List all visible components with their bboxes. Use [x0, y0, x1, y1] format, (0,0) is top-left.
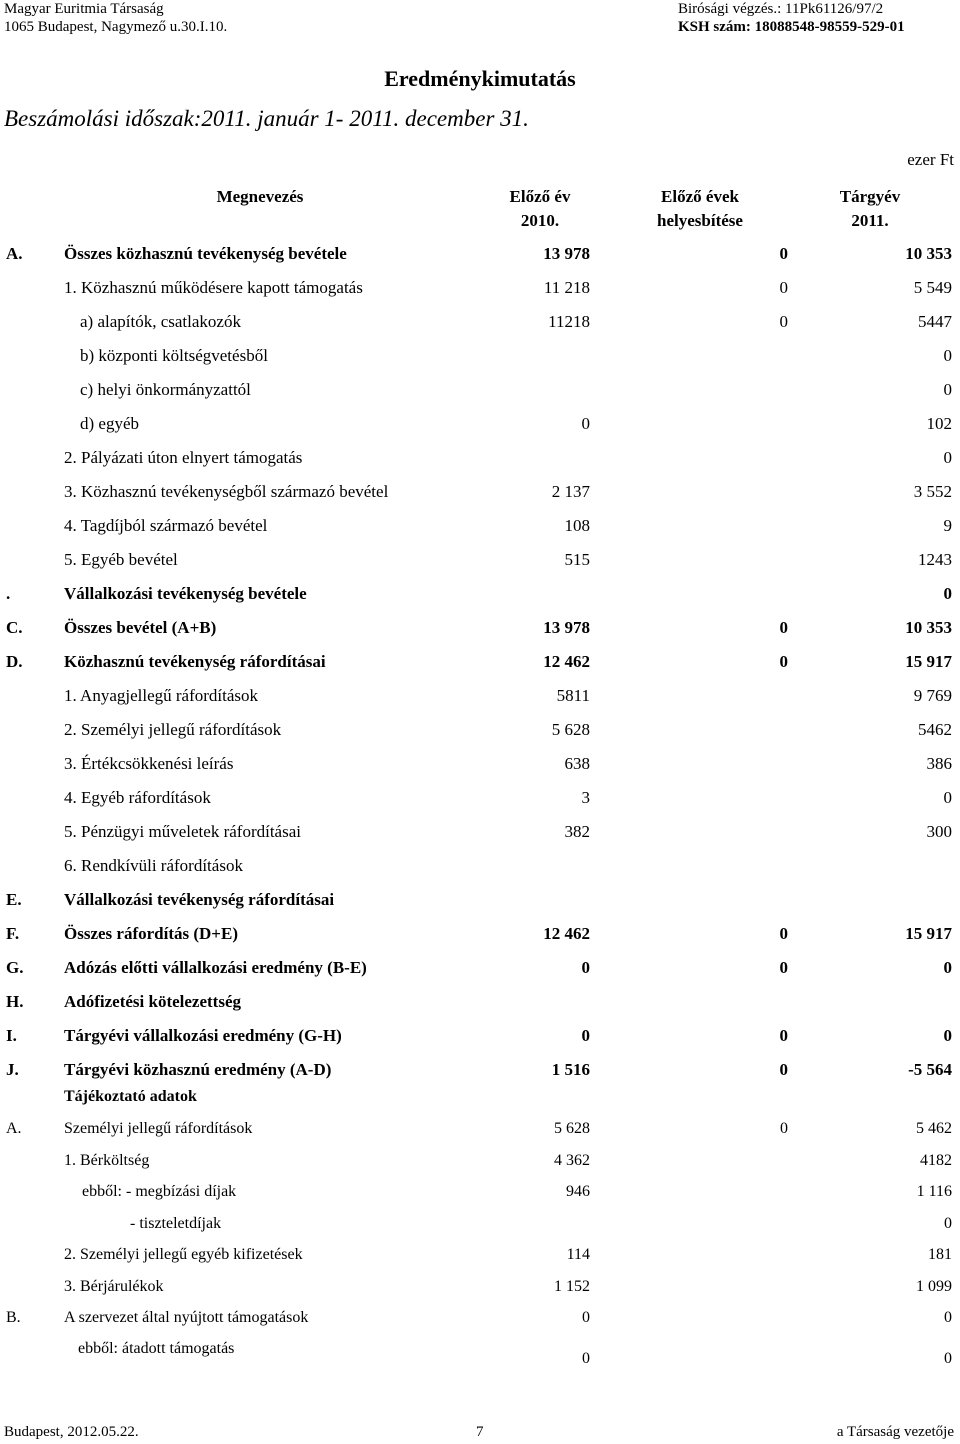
row-current-year: 1243 [918, 550, 952, 569]
row-correction: 0 [779, 1060, 788, 1079]
row-prev-year: 2 137 [551, 482, 590, 501]
col-name-text: Megnevezés [216, 187, 304, 206]
row-label: 2. Személyi jellegű ráfordítások [64, 720, 282, 739]
row-prev-year: 382 [564, 822, 590, 841]
row-current-year: 15 917 [905, 924, 952, 943]
row-letter: A. [6, 244, 23, 263]
table-row [0, 686, 960, 714]
row-label: Tárgyévi közhasznú eredmény (A-D) [64, 1060, 332, 1079]
report-period: Beszámolási időszak:2011. január 1- 2011. december 31. [4, 106, 529, 131]
row-prev-year: 13 978 [543, 244, 590, 263]
row-prev-year: 0 [582, 1309, 590, 1326]
row-prev-year: 13 978 [543, 618, 590, 637]
row-prev-year: 515 [564, 550, 590, 569]
row-prev-year: 12 462 [543, 924, 590, 943]
row-label: 2. Személyi jellegű egyéb kifizetések [64, 1246, 303, 1263]
row-current-year: 3 552 [913, 482, 952, 501]
row-label: Vállalkozási tevékenység ráfordításai [64, 890, 335, 909]
row-letter: I. [6, 1026, 17, 1045]
row-label: A szervezet által nyújtott támogatások [64, 1309, 309, 1326]
row-label: 1. Bérköltség [64, 1151, 150, 1169]
row-label: 3. Közhasznú tevékenységből származó bevétel [64, 482, 389, 501]
row-letter: E. [6, 890, 22, 909]
row-correction: 0 [780, 1120, 788, 1137]
table-row [0, 1026, 960, 1054]
table-row [0, 992, 960, 1020]
row-label: Vállalkozási tevékenység bevétele [64, 584, 307, 603]
row-current-year: 0 [943, 448, 952, 467]
footer-page-number: 7 [476, 1424, 484, 1440]
row-current-year: 1 116 [916, 1183, 952, 1200]
row-current-year: 5447 [918, 312, 952, 331]
table-row [0, 1152, 960, 1180]
court-ruling: Birósági végzés.: 11Pk61126/97/2 [678, 1, 884, 17]
row-label: Összes bevétel (A+B) [64, 618, 217, 637]
row-prev-year: 11218 [548, 312, 590, 331]
row-label: Összes ráfordítás (D+E) [64, 924, 238, 943]
table-row [0, 924, 960, 952]
row-prev-year: 1 516 [551, 1060, 590, 1079]
table-row [0, 890, 960, 918]
col-correction-line2: helyesbítése [657, 211, 743, 230]
table-row [0, 550, 960, 578]
col-current-year [810, 185, 930, 233]
col-name [190, 185, 330, 209]
row-label: 1. Anyagjellegű ráfordítások [64, 686, 259, 705]
row-current-year: 102 [926, 414, 952, 433]
table-row [0, 720, 960, 748]
row-prev-year: 0 [581, 414, 590, 433]
table-row [0, 482, 960, 510]
table-row [0, 652, 960, 680]
row-current-year: 5 462 [916, 1120, 952, 1137]
table-row [0, 584, 960, 612]
row-prev-year: 0 [581, 1026, 590, 1045]
row-letter: B. [6, 1309, 21, 1326]
table-row [0, 1340, 960, 1368]
row-current-year: 0 [943, 346, 952, 365]
row-label: 3. Értékcsökkenési leírás [64, 754, 234, 773]
row-label: 6. Rendkívüli ráfordítások [64, 856, 243, 875]
info-title-row [0, 1088, 960, 1116]
row-current-year: 5462 [918, 720, 952, 739]
row-label: 4. Tagdíjból származó bevétel [64, 516, 268, 535]
row-prev-year: 11 218 [543, 278, 590, 297]
row-current-year: 300 [926, 822, 952, 841]
row-current-year: 15 917 [905, 652, 952, 671]
row-label: 2. Pályázati úton elnyert támogatás [64, 448, 303, 467]
row-prev-year: 638 [564, 754, 590, 773]
row-prev-year: 946 [566, 1183, 590, 1200]
footer-signature: a Társaság vezetője [836, 1424, 954, 1440]
row-prev-year: 5 628 [551, 720, 590, 739]
row-letter: . [6, 584, 11, 603]
row-correction: 0 [779, 924, 788, 943]
info-title: Tájékoztató adatok [64, 1088, 197, 1105]
table-row [0, 380, 960, 408]
table-row [0, 1183, 960, 1211]
row-prev-year: 12 462 [543, 652, 590, 671]
table-row [0, 278, 960, 306]
row-label: ebből: - megbízási díjak [82, 1183, 237, 1200]
row-current-year: 0 [944, 1309, 952, 1326]
row-current-year: 0 [943, 380, 952, 399]
table-row [0, 1120, 960, 1148]
table-row [0, 788, 960, 816]
table-row [0, 1060, 960, 1088]
table-row [0, 958, 960, 986]
row-current-year: 10 353 [905, 618, 952, 637]
table-row [0, 822, 960, 850]
row-current-year: 10 353 [905, 244, 952, 263]
table-row [0, 346, 960, 374]
row-label: Személyi jellegű ráfordítások [64, 1120, 253, 1137]
row-letter: G. [6, 958, 24, 977]
table-row [0, 1215, 960, 1243]
row-correction: 0 [779, 618, 788, 637]
row-label: d) egyéb [80, 414, 140, 433]
row-label: 5. Egyéb bevétel [64, 550, 178, 569]
row-label: 3. Bérjárulékok [64, 1277, 164, 1295]
row-label: Adózás előtti vállalkozási eredmény (B-E) [64, 958, 367, 977]
row-current-year: -5 564 [908, 1060, 952, 1079]
row-correction: 0 [779, 244, 788, 263]
table-row [0, 1309, 960, 1337]
row-prev-year: 108 [564, 516, 590, 535]
row-current-year: 181 [928, 1246, 952, 1263]
row-current-year: 4182 [920, 1151, 952, 1169]
col-prev-year-line2: 2010. [520, 211, 560, 230]
table-row [0, 618, 960, 646]
row-correction: 0 [779, 312, 788, 331]
row-current-year: 0 [944, 1350, 952, 1367]
row-label: 4. Egyéb ráfordítások [64, 788, 211, 807]
row-label: c) helyi önkormányzattól [80, 380, 251, 399]
table-row [0, 516, 960, 544]
row-prev-year: 0 [582, 1350, 590, 1367]
row-label: Összes közhasznú tevékenység bevétele [64, 244, 347, 263]
table-row [0, 754, 960, 782]
row-current-year: 0 [943, 584, 952, 603]
row-current-year: 386 [926, 754, 952, 773]
row-current-year: 5 549 [913, 278, 952, 297]
row-prev-year: 114 [566, 1246, 590, 1263]
col-current-year-line2: 2011. [851, 211, 889, 230]
row-label: Adófizetési kötelezettség [64, 992, 242, 1011]
col-correction-line1: Előző évek [661, 187, 739, 206]
table-row [0, 1246, 960, 1274]
row-correction: 0 [779, 958, 788, 977]
table-row [0, 312, 960, 340]
row-current-year: 1 099 [916, 1277, 952, 1295]
row-current-year: 0 [943, 958, 952, 977]
row-letter: D. [6, 652, 23, 671]
col-correction [625, 185, 775, 233]
row-letter: F. [6, 924, 20, 943]
row-label: 1. Közhasznú működésere kapott támogatás [64, 278, 363, 297]
row-prev-year: 5 628 [554, 1120, 590, 1137]
footer-place-date: Budapest, 2012.05.22. [4, 1424, 139, 1440]
row-correction: 0 [779, 278, 788, 297]
row-current-year: 0 [943, 1026, 952, 1045]
row-label: - tiszteletdíjak [130, 1214, 222, 1232]
row-current-year: 0 [943, 788, 952, 807]
row-current-year: 0 [944, 1214, 952, 1232]
row-label: Közhasznú tevékenység ráfordításai [64, 652, 326, 671]
col-prev-year-line1: Előző év [509, 187, 571, 206]
table-row [0, 448, 960, 476]
row-prev-year: 0 [581, 958, 590, 977]
table-row [0, 856, 960, 884]
ksh-number: KSH szám: 18088548-98559-529-01 [678, 19, 905, 35]
table-row [0, 414, 960, 442]
table-row [0, 244, 960, 272]
row-current-year: 9 769 [913, 686, 952, 705]
row-label: a) alapítók, csatlakozók [80, 312, 241, 331]
row-prev-year: 1 152 [554, 1277, 590, 1295]
row-letter: C. [6, 618, 23, 637]
row-label: b) központi költségvetésből [80, 346, 268, 365]
row-prev-year: 5811 [556, 686, 590, 705]
row-prev-year: 4 362 [554, 1151, 590, 1169]
row-letter: A. [6, 1120, 22, 1137]
row-current-year: 9 [943, 516, 952, 535]
org-address: 1065 Budapest, Nagymező u.30.I.10. [4, 19, 228, 35]
row-label: 5. Pénzügyi műveletek ráfordításai [64, 822, 301, 841]
row-correction: 0 [779, 1026, 788, 1045]
row-label: Tárgyévi vállalkozási eredmény (G-H) [64, 1026, 342, 1045]
row-label: ebből: átadott támogatás [78, 1340, 235, 1357]
row-correction: 0 [779, 652, 788, 671]
unit-label: ezer Ft [907, 150, 954, 169]
col-prev-year [480, 185, 600, 233]
col-current-year-line1: Tárgyév [839, 187, 901, 206]
table-row [0, 1278, 960, 1306]
report-title: Eredménykimutatás [384, 66, 576, 91]
org-name: Magyar Euritmia Társaság [4, 1, 164, 17]
row-letter: J. [6, 1060, 19, 1079]
row-prev-year: 3 [581, 788, 590, 807]
row-letter: H. [6, 992, 24, 1011]
